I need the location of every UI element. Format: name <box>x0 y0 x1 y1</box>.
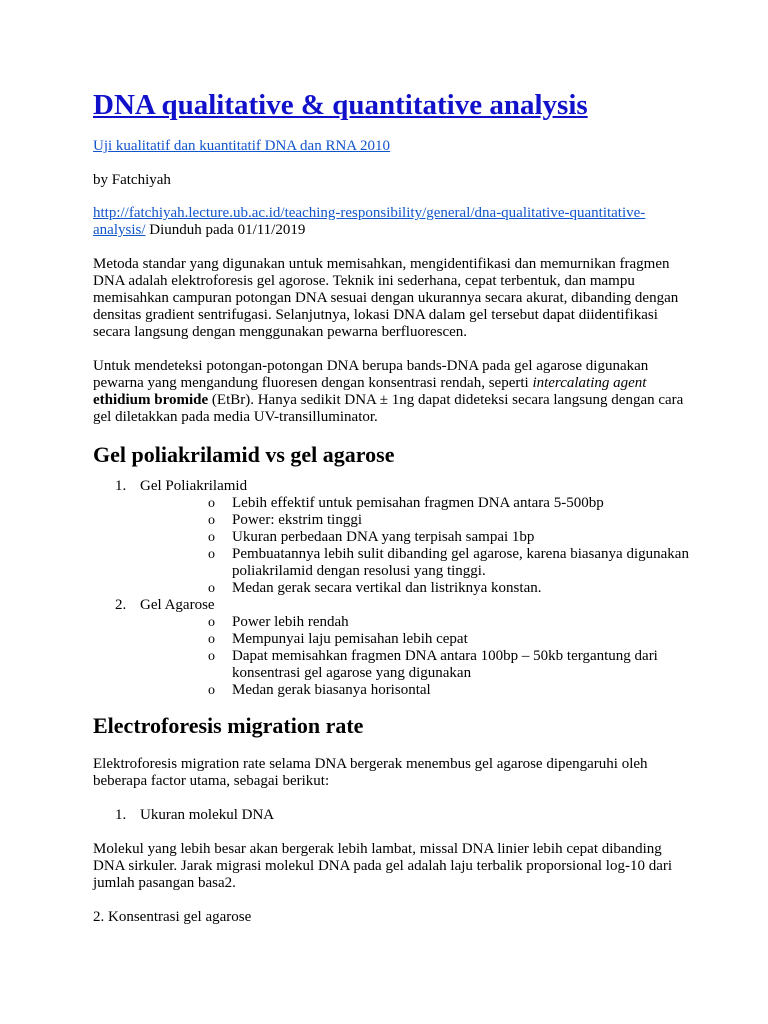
author-line: by Fatchiyah <box>93 172 171 188</box>
source-line <box>93 205 693 239</box>
circle-bullet-icon: o <box>208 581 215 596</box>
list-item-agarose <box>93 597 693 699</box>
list-item-label: Gel Agarose <box>140 597 215 613</box>
sub-list-agarose <box>140 614 693 699</box>
circle-bullet-icon: o <box>208 683 215 698</box>
factor-item-1 <box>93 807 693 824</box>
factor-1-paragraph: Molekul yang lebih besar akan bergerak lebih lambat, missal DNA linier lebih cepat dibanding DNA sirkuler. Jarak migrasi molekul DNA pada gel adalah laju terbalik proporsional log-10 dari jumlah pasangan basa2. <box>93 841 673 891</box>
list-number: 1. <box>115 478 127 494</box>
detection-text-2: (EtBr). Hanya sedikit DNA ± 1ng dapat dideteksi secara langsung dengan cara gel diletakkan pada media UV-transilluminator. <box>93 392 684 425</box>
ethidium-bromide-text: ethidium bromide <box>93 392 209 408</box>
sub-list-poliakrilamid <box>140 495 693 597</box>
sub-list-item: o Medan gerak secara vertikal dan listriknya konstan. <box>208 580 542 596</box>
circle-bullet-icon: o <box>208 632 215 647</box>
sub-list-item: o Ukuran perbedaan DNA yang terpisah sampai 1bp <box>208 529 535 545</box>
sub-list-item: o Lebih effektif untuk pemisahan fragmen DNA antara 5-500bp <box>208 495 604 511</box>
sub-list-item: o Medan gerak biasanya horisontal <box>208 682 431 698</box>
sub-list-item: o Dapat memisahkan fragmen DNA antara 100bp – 50kb tergantung dari konsentrasi gel agarose yang digunakan <box>208 648 658 681</box>
circle-bullet-icon: o <box>208 649 215 664</box>
factor-label: Ukuran molekul DNA <box>140 807 275 823</box>
section-heading-gel: Gel poliakrilamid vs gel agarose <box>93 442 395 467</box>
circle-bullet-icon: o <box>208 615 215 630</box>
sub-list-item: o Power lebih rendah <box>208 614 349 630</box>
factor-item-2: 2. Konsentrasi gel agarose <box>93 909 252 925</box>
list-number: 2. <box>115 597 127 613</box>
section-heading-migration: Electroforesis migration rate <box>93 713 364 738</box>
list-number: 1. <box>115 807 127 823</box>
intercalating-agent-text: intercalating agent <box>532 375 647 391</box>
circle-bullet-icon: o <box>208 547 215 562</box>
download-date: Diunduh pada 01/11/2019 <box>145 222 306 238</box>
gel-comparison-list <box>93 478 693 699</box>
sub-list-item: o Pembuatannya lebih sulit dibanding gel agarose, karena biasanya digunakan poliakrilamid dengan resolusi yang tinggi. <box>208 546 689 579</box>
list-item-label: Gel Poliakrilamid <box>140 478 248 494</box>
sub-list-item: o Mempunyai laju pemisahan lebih cepat <box>208 631 468 647</box>
migration-intro-paragraph: Elektroforesis migration rate selama DNA bergerak menembus gel agarose dipengaruhi oleh beberapa factor utama, sebagai berikut: <box>93 756 648 789</box>
subtitle-link[interactable]: Uji kualitatif dan kuantitatif DNA dan RNA 2010 <box>93 138 391 154</box>
circle-bullet-icon: o <box>208 513 215 528</box>
intro-paragraph: Metoda standar yang digunakan untuk memisahkan, mengidentifikasi dan memurnikan fragmen DNA adalah elektroforesis gel agorose. Teknik ini sederhana, cepat terbentuk, dan mampu memisahkan campuran potongan DNA sesuai dengan ukurannya secara akurat, dibanding dengan densitas gradient sentrifugasi. Selanjutnya, lokasi DNA dalam gel tersebut dapat diidentifikasi secara langsung dengan menggunakan pewarna berfluorescen. <box>93 256 679 340</box>
circle-bullet-icon: o <box>208 530 215 545</box>
list-item-poliakrilamid <box>93 478 693 597</box>
detection-paragraph <box>93 358 693 426</box>
circle-bullet-icon: o <box>208 496 215 511</box>
detection-text-1: Untuk mendeteksi potongan-potongan DNA berupa bands-DNA pada gel agarose digunakan pewarna yang mengandung fluoresen dengan konsentrasi rendah, seperti <box>93 358 649 391</box>
page-title[interactable]: DNA qualitative & quantitative analysis <box>93 89 588 121</box>
source-url-part1[interactable]: http://fatchiyah.lecture.ub.ac.id/teaching-responsibility/general/dna-qualitative-quantitative- <box>93 205 646 221</box>
document-page <box>93 86 693 926</box>
source-url-part2[interactable]: analysis/ <box>93 222 146 238</box>
sub-list-item: o Power: ekstrim tinggi <box>208 512 362 528</box>
